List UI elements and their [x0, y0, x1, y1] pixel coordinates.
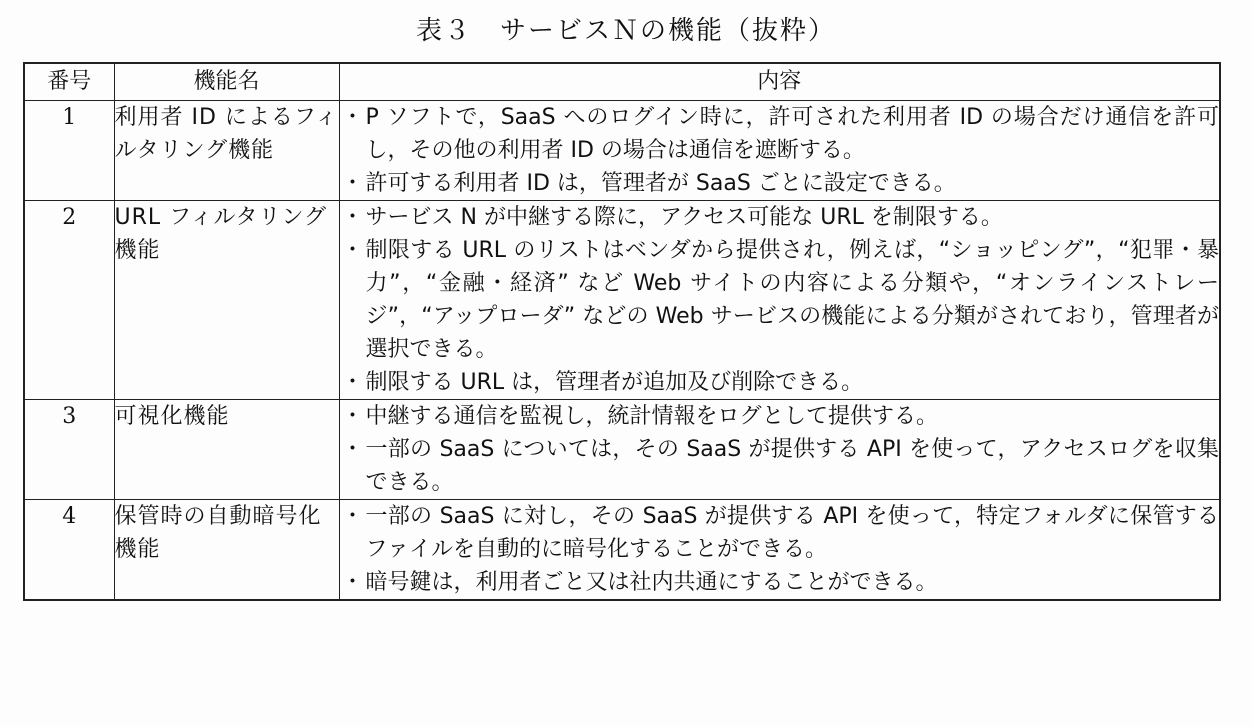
bullet-mark: ・ — [341, 105, 364, 130]
header-name: 機能名 — [114, 63, 339, 101]
description-text: 暗号鍵は，利用者ごと又は社内共通にすることができる。 — [365, 570, 938, 595]
bullet-mark: ・ — [341, 437, 364, 462]
feature-name: 利用者 ID によるフィルタリング機能 — [114, 101, 339, 201]
table-row — [24, 201, 1220, 400]
table-title: 表３ サービスＮの機能（抜粋） — [415, 16, 836, 46]
description-item — [340, 101, 1220, 167]
feature-description — [339, 500, 1220, 601]
header-number: 番号 — [24, 63, 114, 101]
bullet-mark: ・ — [341, 504, 364, 529]
description-text: サービス N が中継する際に，アクセス可能な URL を制限する。 — [365, 205, 1003, 230]
description-item — [340, 400, 1220, 433]
description-item — [340, 234, 1220, 366]
feature-description — [339, 101, 1220, 201]
feature-table — [23, 62, 1221, 601]
description-text: 中継する通信を監視し，統計情報をログとして提供する。 — [365, 404, 938, 429]
description-text: 許可する利用者 ID は，管理者が SaaS ごとに設定できる。 — [365, 171, 956, 196]
row-number: 2 — [24, 201, 114, 400]
description-item — [340, 500, 1220, 566]
header-content: 内容 — [339, 63, 1220, 101]
description-text: P ソフトで，SaaS へのログイン時に，許可された利用者 ID の場合だけ通信を許可し，その他の利用者 ID の場合は通信を遮断する。 — [365, 105, 1219, 163]
description-item — [340, 167, 1220, 200]
row-number: 1 — [24, 101, 114, 201]
description-item — [340, 201, 1220, 234]
description-item — [340, 433, 1220, 499]
bullet-mark: ・ — [341, 171, 364, 196]
bullet-mark: ・ — [341, 238, 364, 263]
bullet-mark: ・ — [341, 205, 364, 230]
description-text: 制限する URL は，管理者が追加及び削除できる。 — [365, 370, 864, 395]
feature-name: 可視化機能 — [114, 400, 339, 500]
feature-name: URL フィルタリング機能 — [114, 201, 339, 400]
description-text: 一部の SaaS に対し，その SaaS が提供する API を使って，特定フォルダに保管するファイルを自動的に暗号化することができる。 — [365, 504, 1219, 562]
table-header-row — [24, 63, 1220, 101]
table-row — [24, 500, 1220, 601]
description-item — [340, 366, 1220, 399]
bullet-mark: ・ — [341, 404, 364, 429]
feature-description — [339, 400, 1220, 500]
feature-description — [339, 201, 1220, 400]
table-row — [24, 101, 1220, 201]
bullet-mark: ・ — [341, 370, 364, 395]
bullet-mark: ・ — [341, 570, 364, 595]
table-row — [24, 400, 1220, 500]
description-item — [340, 566, 1220, 599]
feature-name: 保管時の自動暗号化機能 — [114, 500, 339, 601]
row-number: 3 — [24, 400, 114, 500]
row-number: 4 — [24, 500, 114, 601]
description-text: 一部の SaaS については，その SaaS が提供する API を使って，アクセスログを収集できる。 — [365, 437, 1219, 495]
description-text: 制限する URL のリストはベンダから提供され，例えば，“ショッピング”，“犯罪・暴力”，“金融・経済” など Web サイトの内容による分類や，“オンラインストレージ”，“アップローダ” などの Web サービスの機能による分類がされており，管理者が選択できる。 — [365, 238, 1219, 362]
